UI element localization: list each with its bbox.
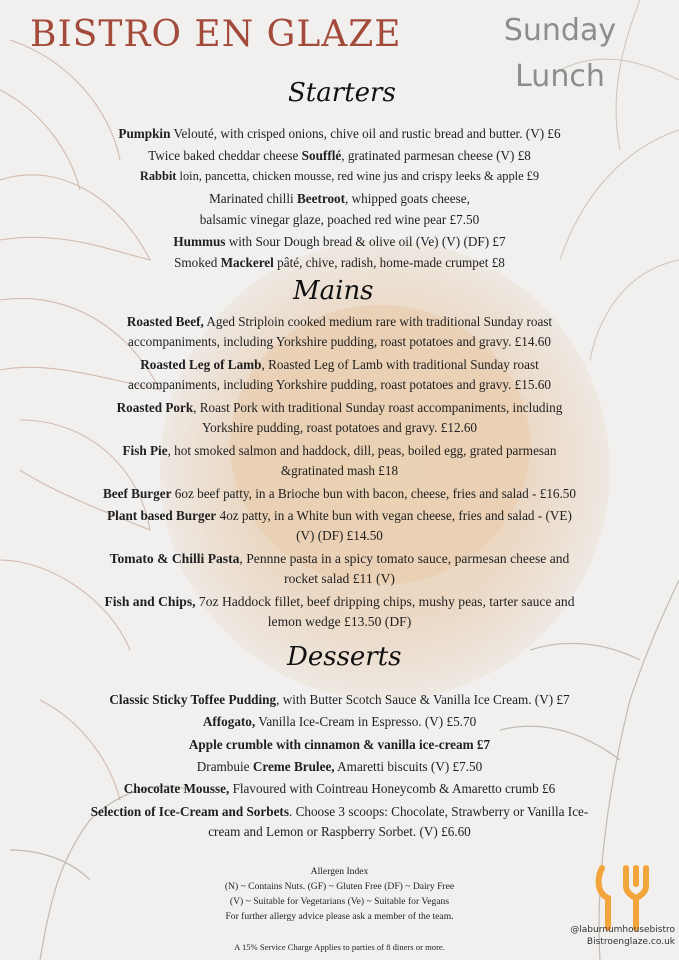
main-item-roasted-beef-line2: accompaniments, including Yorkshire pudding, roast potatoes and gravy. £14.60 (128, 334, 551, 349)
main-item-plant-burger-line2: (V) (DF) £14.50 (296, 528, 383, 543)
dish-name: Roasted Beef, (126, 314, 204, 329)
dish-name: Roasted Leg of Lamb (140, 357, 262, 372)
dish-description: Velouté, with crisped onions, chive oil and rustic bread and butter. (V) £6 (170, 126, 561, 141)
dish-prefix: Twice baked cheddar cheese (148, 148, 302, 163)
social-handle[interactable]: @laburnumhousebistro (570, 925, 675, 935)
main-item-leg-of-lamb-line2: accompaniments, including Yorkshire pudding, roast potatoes and gravy. £15.60 (128, 377, 551, 392)
dish-description: , gratinated parmesan cheese (V) £8 (341, 148, 531, 163)
main-item-tomato-pasta (0, 549, 679, 569)
dish-prefix: Drambuie (196, 759, 253, 774)
main-item-fish-pie-line2: &gratinated mash £18 (280, 463, 399, 478)
dish-description: , hot smoked salmon and haddock, dill, peas, boiled egg, grated parmesan (167, 443, 557, 458)
dish-description: pâté, chive, radish, home-made crumpet £8 (273, 255, 505, 270)
starter-item-beetroot-line2: balsamic vinegar glaze, poached red wine pear £7.50 (199, 212, 480, 227)
dessert-item-ice-cream (0, 802, 679, 822)
allergen-line-1: (N) ~ Contains Nuts. (GF) ~ Gluten Free (DF) ~ Dairy Free (224, 881, 455, 892)
starter-item-beetroot (0, 189, 679, 209)
dish-description: 7oz Haddock fillet, beef dripping chips, mushy peas, tarter sauce and (195, 594, 575, 609)
dish-name: Fish Pie (122, 443, 168, 458)
allergen-line-3: For further allergy advice please ask a member of the team. (225, 911, 454, 922)
website-link[interactable]: Bistroenglaze.co.uk (586, 937, 675, 947)
dish-name: Selection of Ice-Cream and Sorbets (90, 804, 289, 819)
dish-name: Apple crumble with cinnamon & vanilla ice-cream £7 (188, 737, 491, 752)
dish-name: Pumpkin (118, 126, 171, 141)
dish-description: Vanilla Ice-Cream in Espresso. (V) £5.70 (255, 714, 477, 729)
dish-name: Classic Sticky Toffee Pudding (109, 692, 277, 707)
starter-item-rabbit (0, 166, 679, 186)
dish-description: loin, pancetta, chicken mousse, red wine jus and crispy leeks & apple £9 (176, 169, 540, 183)
dish-name: Chocolate Mousse, (123, 781, 230, 796)
allergen-line-2: (V) ~ Suitable for Vegetarians (Ve) ~ Suitable for Vegans (229, 896, 450, 907)
dish-description: , with Butter Scotch Sauce & Vanilla Ice Cream. (V) £7 (276, 692, 570, 707)
dish-description: with Sour Dough bread & olive oil (Ve) (V) (DF) £7 (225, 234, 506, 249)
dish-description: , Pennne pasta in a spicy tomato sauce, parmesan cheese and (239, 551, 570, 566)
dessert-item-ice-cream-line2: cream and Lemon or Raspberry Sorbet. (V) £6.60 (208, 824, 471, 839)
main-item-beef-burger (0, 484, 679, 504)
main-item-roasted-pork-line2: Yorkshire pudding, roast potatoes and gravy. £12.60 (201, 420, 478, 435)
starter-item-hummus (0, 232, 679, 252)
dish-name: Creme Brulee, (252, 759, 335, 774)
subtitle-line-lunch: Lunch (515, 59, 605, 94)
dish-description: Aged Striploin cooked medium rare with traditional Sunday roast (203, 314, 553, 329)
dish-description: . Choose 3 scoops: Chocolate, Strawberry or Vanilla Ice- (288, 804, 589, 819)
main-item-fish-pie (0, 441, 679, 461)
starter-item-souffle (0, 146, 679, 166)
dish-name: Mackerel (220, 255, 274, 270)
desserts-heading: Desserts (287, 642, 402, 672)
mains-heading: Mains (293, 276, 374, 306)
dish-description: , Roast Pork with traditional Sunday roast accompaniments, including (193, 400, 563, 415)
dish-name: Beef Burger (102, 486, 172, 501)
starter-item-mackerel (0, 253, 679, 273)
main-item-tomato-pasta-line2: rocket salad £11 (V) (284, 571, 395, 586)
subtitle-line-sunday: Sunday (503, 13, 617, 48)
starter-item-pumpkin (0, 124, 679, 144)
main-item-roasted-pork (0, 398, 679, 418)
main-item-plant-burger (0, 506, 679, 526)
menu-subtitle (490, 8, 630, 100)
starters-heading: Starters (288, 78, 396, 108)
dish-description: Flavoured with Cointreau Honeycomb & Amaretto crumb £6 (229, 781, 556, 796)
dish-name: Hummus (173, 234, 226, 249)
main-item-leg-of-lamb (0, 355, 679, 375)
dish-prefix: Marinated chilli (209, 191, 297, 206)
dish-description: 6oz beef patty, in a Brioche bun with bacon, cheese, fries and salad - £16.50 (171, 486, 576, 501)
dish-description: , whipped goats cheese, (345, 191, 470, 206)
dessert-item-creme-brulee (0, 757, 679, 777)
main-item-fish-and-chips-line2: lemon wedge £13.50 (DF) (267, 614, 412, 629)
dish-name: Tomato & Chilli Pasta (109, 551, 240, 566)
dessert-item-sticky-toffee (0, 690, 679, 710)
main-item-roasted-beef (0, 312, 679, 332)
service-charge-note: A 15% Service Charge Applies to parties of 8 diners or more. (234, 942, 445, 952)
dessert-item-chocolate-mousse (0, 779, 679, 799)
dish-name: Rabbit (139, 169, 177, 183)
restaurant-title: BISTRO EN GLAZE (30, 14, 402, 55)
dessert-item-apple-crumble (0, 735, 679, 755)
cutlery-logo-icon (590, 862, 660, 932)
dish-description: 4oz patty, in a White bun with vegan cheese, fries and salad - (VE) (216, 508, 572, 523)
main-item-fish-and-chips (0, 592, 679, 612)
dish-name: Beetroot (296, 191, 346, 206)
dish-name: Plant based Burger (107, 508, 217, 523)
dish-name: Roasted Pork (116, 400, 194, 415)
dessert-item-affogato (0, 712, 679, 732)
dish-name: Affogato, (202, 714, 256, 729)
dish-name: Fish and Chips, (104, 594, 196, 609)
allergen-index-title: Allergen Index (310, 866, 369, 877)
dish-description: , Roasted Leg of Lamb with traditional Sunday roast (261, 357, 539, 372)
dish-prefix: Smoked (174, 255, 221, 270)
dish-description: Amaretti biscuits (V) £7.50 (334, 759, 483, 774)
dish-name: Soufflé (301, 148, 342, 163)
